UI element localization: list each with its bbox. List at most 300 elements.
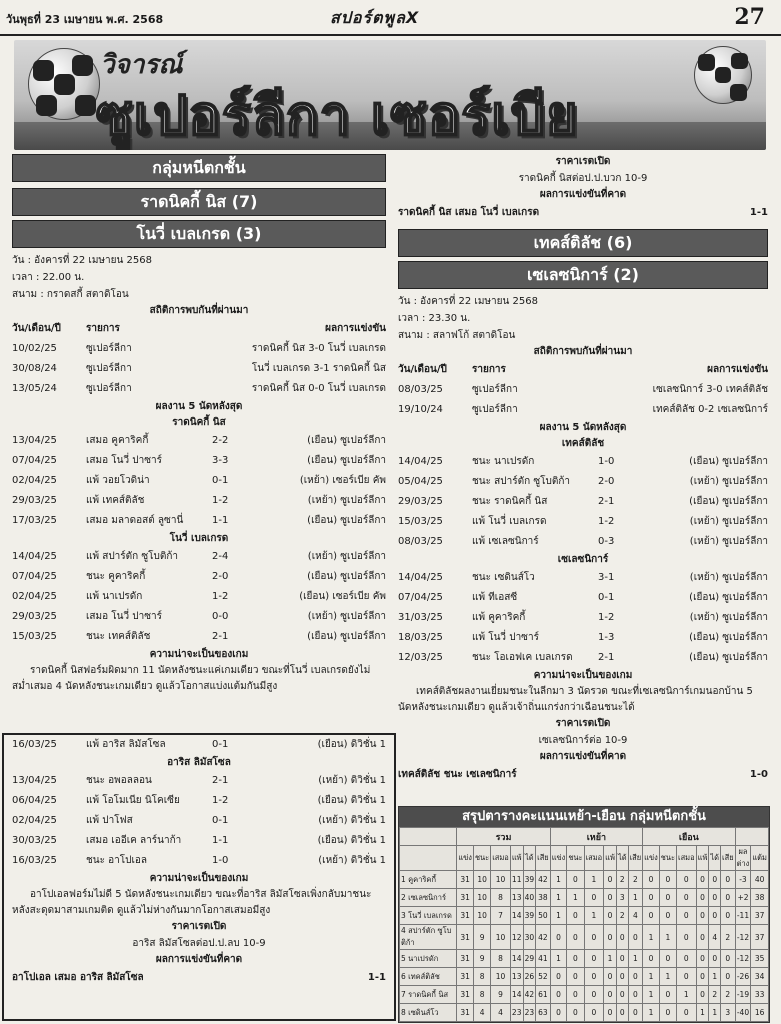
form-score: 0-3 [598,536,615,547]
prediction-title: ผลการแข่งขันที่คาด [155,954,243,965]
form-score: 1-0 [212,855,229,866]
form-score: 2-0 [212,571,229,582]
standings-cell: -12 [735,950,751,968]
form-opponent: ชนะ อาโปเอล [86,855,148,866]
banner-prefix: วิจารณ์ [100,50,183,80]
form-score: 1-2 [212,495,229,506]
form-row [398,532,768,552]
page-header [0,0,781,36]
chance-title: ความน่าจะเป็นของเกม [149,873,249,884]
standings-cell: +2 [735,889,751,907]
form-opponent: ชนะ เซดินส์โว [472,572,535,583]
form-venue: (เหย้า) ซูเปอร์ลีกา [689,516,768,527]
form-row [12,587,386,607]
standings-cell: 0 [584,925,604,950]
form-title: ผลงาน 5 นัดหลังสุด [539,422,627,433]
form-score: 3-3 [212,455,229,466]
apoel-aris-box [2,733,396,1021]
form-date: 16/03/25 [12,739,57,750]
standings-cell: 3 [616,889,628,907]
standings-cell: 0 [604,968,617,986]
form-row [398,512,768,532]
standings-cell: 14 [510,907,523,925]
standings-cell: 9 [473,925,490,950]
form-venue: (เยือน) ซูเปอร์ลีกา [689,632,768,643]
standings-col-header: ผลต่าง [735,846,751,871]
chance-title: ความน่าจะเป็นของเกม [149,649,249,660]
form-score: 1-1 [212,835,229,846]
standings-cell: 38 [751,889,769,907]
group-heading: กลุ่มหนีตกชั้น [12,154,386,182]
form-date: 13/04/25 [12,435,57,446]
page-number: 27 [734,4,765,30]
form-score: 1-1 [212,515,229,526]
form-venue: (เหย้า) ซูเปอร์ลีกา [689,476,768,487]
odds-title: ราคาเรตเปิด [555,156,611,167]
h2h-date: 10/02/25 [12,343,57,354]
form-venue: (เยือน) ซูเปอร์ลีกา [307,435,386,446]
standings-cell: -40 [735,1004,751,1022]
standings-cell: 1 [643,968,660,986]
standings-cell: 39 [523,871,536,889]
standings-col-header: ชนะ [567,846,584,871]
standings-cell: 1 [628,950,643,968]
standings-table [399,827,769,1022]
standings-cell: 10 [473,871,490,889]
team-home-heading: ราดนิคกี้ นิส (7) [12,188,386,216]
standings-cell: 0 [659,871,676,889]
standings-row [400,889,769,907]
standings-cell: 13 [510,968,523,986]
standings-cell: 2 [721,986,736,1004]
form-venue: (เหย้า) เซอร์เบีย คัพ [299,475,386,486]
team-away-heading: โนวี่ เบลเกรด (3) [12,220,386,248]
form-score: 1-2 [212,591,229,602]
standings-group-home: เหย้า [550,828,642,846]
standings-cell: 2 [616,871,628,889]
form-opponent: เสมอ มลาดอสต์ ลูซานี่ [86,515,184,526]
form-venue: (เยือน) ซูเปอร์ลีกา [689,652,768,663]
standings-cell: 1 [604,950,617,968]
standings-cell: 40 [751,871,769,889]
standings-cell: 0 [567,871,584,889]
form-venue: (เยือน) ซูเปอร์ลีกา [689,496,768,507]
standings-corner [735,828,768,846]
standings-cell: 0 [677,871,697,889]
form-date: 07/04/25 [398,592,443,603]
standings-cell: 31 [457,986,474,1004]
form-date: 15/03/25 [398,516,443,527]
standings-cell: 10 [473,907,490,925]
form-title: ผลงาน 5 นัดหลังสุด [155,401,243,412]
form-date: 29/03/25 [398,496,443,507]
team-away-heading: เซเลซนิการ์ (2) [398,261,768,289]
standings-group-away: เยือน [643,828,735,846]
standings-cell: 26 [523,968,536,986]
standings-cell: 1 [709,1004,721,1022]
standings-cell: 3 [721,1004,736,1022]
form-opponent: ชนะ เทคส์ติลัช [86,631,151,642]
standings-cell: 33 [751,986,769,1004]
standings-cell: 61 [536,986,551,1004]
standings-col-team [400,846,457,871]
form-venue: (เหย้า) ซูเปอร์ลีกา [689,612,768,623]
form-date: 08/03/25 [398,536,443,547]
standings-panel [398,806,770,1023]
standings-cell: 0 [567,1004,584,1022]
form-date: 29/03/25 [12,611,57,622]
prediction-row [398,203,768,223]
standings-cell: 42 [536,925,551,950]
form-score: 2-4 [212,551,229,562]
right-column [398,154,768,785]
standings-cell: 0 [709,871,721,889]
standings-cell: 0 [616,950,628,968]
odds-text: เซเลซนิการ์ต่อ 10-9 [538,735,628,746]
standings-cell: 1 [550,889,567,907]
standings-cell: 0 [567,968,584,986]
form-row [12,831,386,851]
form-row [398,492,768,512]
prediction-text: อาโปเอล เสมอ อาริส ลิมัสโซล [12,972,144,983]
standings-cell: 10 [491,968,511,986]
match-time: เวลา : 23.30 น. [398,313,471,324]
standings-cell: 0 [567,907,584,925]
standings-cell: 23 [510,1004,523,1022]
form-score: 1-3 [598,632,615,643]
form-opponent: เสมอ คูคาริคกี้ [86,435,149,446]
standings-cell: 31 [457,907,474,925]
standings-cell: 0 [604,907,617,925]
form-opponent: แพ้ ทีเอสซี [472,592,518,603]
form-date: 15/03/25 [12,631,57,642]
form-date: 18/03/25 [398,632,443,643]
standings-cell: 0 [659,889,676,907]
h2h-row [12,379,386,399]
team-home-heading: เทคส์ติลัช (6) [398,229,768,257]
standings-cell: 0 [584,1004,604,1022]
h2h-date: 19/10/24 [398,404,443,415]
standings-column-row [400,846,769,871]
form-row [12,627,386,647]
h2h-date: 13/05/24 [12,383,57,394]
form-opponent: ชนะ สปาร์ตัก ซูโบติก้า [472,476,571,487]
match-venue: สนาม : สลาฟโก้ สตาดิโอน [398,330,516,341]
form-score: 1-2 [598,516,615,527]
form-venue: (เยือน) ซูเปอร์ลีกา [689,592,768,603]
form-row [12,431,386,451]
standings-cell: 0 [659,950,676,968]
standings-cell: 0 [677,907,697,925]
h2h-row [12,339,386,359]
form-date: 02/04/25 [12,475,57,486]
standings-cell: 0 [659,1004,676,1022]
standings-cell: 1 [677,986,697,1004]
standings-cell: 10 [491,871,511,889]
form-opponent: เสมอ เออีเค ลาร์นาก้า [86,835,182,846]
standings-cell: 63 [536,1004,551,1022]
standings-col-header: ชนะ [659,846,676,871]
standings-cell: 13 [510,889,523,907]
standings-cell: 1 [584,907,604,925]
form-opponent: แพ้ โนวี่ เบลเกรด [472,516,547,527]
standings-cell: -19 [735,986,751,1004]
form-date: 30/03/25 [12,835,57,846]
standings-row [400,950,769,968]
h2h-result: เซเลซนิการ์ 3-0 เทคส์ติลัช [652,384,768,395]
standings-cell: 1 [709,968,721,986]
form-row [12,471,386,491]
standings-cell: 0 [616,968,628,986]
form-row [12,791,386,811]
standings-cell: 0 [604,986,617,1004]
form-score: 0-1 [212,815,229,826]
h2h-title: สถิติการพบกันที่ผ่านมา [533,346,633,357]
form-score: 1-2 [212,795,229,806]
standings-team-name: 1 คูคาริคกี้ [400,871,457,889]
brand-logo: สปอร์ตพูลX [330,8,420,27]
standings-cell: 0 [696,925,709,950]
standings-cell: 0 [643,889,660,907]
h2h-col-event: รายการ [472,364,506,375]
form-row [12,811,386,831]
form-date: 16/03/25 [12,855,57,866]
standings-cell: 31 [457,871,474,889]
form-date: 14/04/25 [398,572,443,583]
h2h-date: 30/08/24 [12,363,57,374]
form-opponent: แพ้ สปาร์ตัก ซูโบติก้า [86,551,179,562]
form-venue: (เยือน) ซูเปอร์ลีกา [307,631,386,642]
h2h-result: โนวี่ เบลเกรด 3-1 ราดนิคกี้ นิส [251,363,386,374]
standings-cell: 4 [709,925,721,950]
form-date: 05/04/25 [398,476,443,487]
standings-cell: 42 [523,986,536,1004]
standings-row [400,925,769,950]
form-row [398,608,768,628]
soccer-ball-icon [28,48,100,120]
match-venue: สนาม : กราดสกี้ สตาดิโอน [12,289,129,300]
standings-cell: 4 [491,1004,511,1022]
standings-cell: 0 [696,950,709,968]
prediction-row [398,765,768,785]
prediction-text: เทคส์ติลัช ชนะ เซเลซนิการ์ [398,769,517,780]
standings-cell: 31 [457,1004,474,1022]
title-banner [14,40,766,150]
form-date: 12/03/25 [398,652,443,663]
form-row [398,628,768,648]
issue-date: วันพุธที่ 23 เมษายน พ.ศ. 2568 [6,13,164,26]
chance-text: เทคส์ติลัชผลงานเยี่ยมชนะในลีกมา 3 นัดรวด ขณะที่เซเลซนิการ์เกมนอกบ้าน 5 นัดหลังชนะเกมเดียว ดูแล้วเจ้าถิ่นแกร่งกว่าเฉือนชนะได้ [398,686,753,713]
standings-col-header: แพ้ [510,846,523,871]
odds-title: ราคาเรตเปิด [555,718,611,729]
standings-cell: 0 [677,1004,697,1022]
form-row [12,567,386,587]
form-venue: (เยือน) ซูเปอร์ลีกา [689,456,768,467]
h2h-result: ราดนิคกี้ นิส 3-0 โนวี่ เบลเกรด [251,343,386,354]
standings-corner [400,828,457,846]
chance-text: อาโปเอลฟอร์มไม่ดี 5 นัดหลังชนะเกมเดียว ขณะที่อาริส ลิมัสโซลเพิ่งกลับมาชนะหลังสะดุดมาสามเกมติด ดูแล้วไม่ห่างกันมากโอกาสเสมอมีสูง [12,889,372,916]
form-opponent: แพ้ คูคาริคกี้ [472,612,526,623]
standings-cell: 0 [696,871,709,889]
form-venue: (เยือน) ซูเปอร์ลีกา [307,455,386,466]
standings-cell: 0 [643,950,660,968]
form-venue: (เหย้า) ซูเปอร์ลีกา [307,551,386,562]
standings-cell: 31 [457,950,474,968]
form-row [12,735,386,755]
prediction-title: ผลการแข่งขันที่คาด [539,751,627,762]
form-row [398,452,768,472]
standings-cell: 31 [457,925,474,950]
form-venue: (เหย้า) ซูเปอร์ลีกา [307,495,386,506]
form-opponent: แพ้ โนวี่ ปาซาร์ [472,632,539,643]
form-opponent: แพ้ อาริส ลิมัสโซล [86,739,166,750]
standings-col-header: แพ้ [696,846,709,871]
form-opponent: ชนะ โอเอฟเค เบลเกรด [472,652,573,663]
standings-cell: 0 [721,968,736,986]
standings-cell: 0 [584,889,604,907]
standings-cell: 0 [677,925,697,950]
standings-cell: 0 [721,950,736,968]
standings-row [400,986,769,1004]
form-opponent: เสมอ โนวี่ ปาซาร์ [86,455,163,466]
prediction-score: 1-0 [749,769,768,780]
standings-cell: 1 [643,925,660,950]
standings-cell: 50 [536,907,551,925]
standings-row [400,871,769,889]
h2h-col-date: วัน/เดือน/ปี [398,364,447,375]
standings-cell: 0 [550,986,567,1004]
standings-cell: 39 [523,907,536,925]
form-venue: (เหย้า) ดิวิชั่น 1 [318,855,386,866]
chance-text: ราดนิคกี้ นิสฟอร์มผิดมาก 11 นัดหลังชนะแค่เกมเดียว ขณะที่โนวี่ เบลเกรดยังไม่สม่ำเสมอ 4 นัดหลังชนะเกมเดียว ดูแล้วโอกาสแบ่งแต้มกันมีสูง [12,665,371,692]
form-date: 07/04/25 [12,455,57,466]
standings-cell: 0 [628,925,643,950]
left-column [12,154,386,695]
h2h-event: ซูเปอร์ลีกา [86,383,132,394]
standings-cell: 31 [457,889,474,907]
standings-group-row [400,828,769,846]
standings-cell: 0 [550,968,567,986]
standings-cell: 1 [584,871,604,889]
form-score: 2-1 [598,652,615,663]
standings-cell: 31 [457,968,474,986]
standings-col-header: แข่ง [550,846,567,871]
standings-col-header: เสมอ [584,846,604,871]
standings-team-name: 5 นาเปรดัก [400,950,457,968]
form-score: 2-1 [598,496,615,507]
standings-col-header: ได้ [616,846,628,871]
standings-col-header: ชนะ [473,846,490,871]
form-venue: (เยือน) ดิวิชั่น 1 [317,739,386,750]
standings-cell: 0 [709,889,721,907]
standings-cell: 16 [751,1004,769,1022]
standings-cell: 0 [659,986,676,1004]
form-opponent: ชนะ คูคาริคกี้ [86,571,146,582]
form-venue: (เยือน) ดิวิชั่น 1 [317,795,386,806]
standings-cell: 4 [628,907,643,925]
form-score: 1-0 [598,456,615,467]
standings-row [400,1004,769,1022]
form-score: 2-2 [212,435,229,446]
standings-cell: 30 [523,925,536,950]
standings-cell: 34 [751,968,769,986]
standings-cell: 37 [751,925,769,950]
standings-row [400,968,769,986]
form-date: 29/03/25 [12,495,57,506]
odds-text: อาริส ลิมัสโซลต่อป.ป.ลบ 10-9 [132,938,266,949]
form-score: 0-1 [212,475,229,486]
h2h-date: 08/03/25 [398,384,443,395]
standings-cell: 0 [721,907,736,925]
prediction-score: 1-1 [367,972,386,983]
prediction-score: 1-1 [749,207,768,218]
standings-cell: 0 [584,986,604,1004]
form-row [398,588,768,608]
standings-cell: 14 [510,950,523,968]
form-score: 2-1 [212,775,229,786]
form-opponent: เสมอ โนวี่ ปาซาร์ [86,611,163,622]
standings-cell: 0 [616,986,628,1004]
odds-text: ราดนิคกี้ นิสต่อป.ป.บวก 10-9 [518,173,648,184]
standings-cell: 10 [491,925,511,950]
standings-col-header: แข่ง [457,846,474,871]
match-time: เวลา : 22.00 น. [12,272,85,283]
standings-cell: 11 [510,871,523,889]
standings-cell: 0 [659,907,676,925]
form-venue: (เหย้า) ดิวิชั่น 1 [318,815,386,826]
standings-cell: 0 [709,907,721,925]
standings-cell: 1 [643,986,660,1004]
h2h-event: ซูเปอร์ลีกา [472,384,518,395]
standings-cell: 1 [550,950,567,968]
standings-cell: 0 [696,907,709,925]
form-date: 31/03/25 [398,612,443,623]
form-row [398,568,768,588]
h2h-col-result: ผลการแข่งขัน [325,323,386,334]
standings-cell: 12 [510,925,523,950]
form-opponent: แพ้ นาเปรดัก [86,591,143,602]
form-score: 0-0 [212,611,229,622]
standings-cell: 0 [616,925,628,950]
standings-cell: -12 [735,925,751,950]
standings-col-header: แข่ง [643,846,660,871]
form-opponent: แพ้ เทคส์ติลัช [86,495,145,506]
banner-title: ซูเปอร์ลีกา เซอร์เบีย [96,84,579,147]
h2h-result: เทคส์ติลัช 0-2 เซเลซนิการ์ [652,404,768,415]
standings-cell: 0 [721,889,736,907]
h2h-title: สถิติการพบกันที่ผ่านมา [149,305,249,316]
standings-cell: 4 [473,1004,490,1022]
standings-cell: 40 [523,889,536,907]
form-row [12,607,386,627]
standings-cell: 0 [677,950,697,968]
match-date: วัน : อังคารที่ 22 เมษายน 2568 [398,296,538,307]
h2h-event: ซูเปอร์ลีกา [86,363,132,374]
form-score: 2-0 [598,476,615,487]
form-team-a: เทคส์ติลัช [561,438,605,449]
standings-cell: 10 [473,889,490,907]
form-row [12,451,386,471]
standings-cell: 8 [473,968,490,986]
form-date: 14/04/25 [398,456,443,467]
standings-team-name: 8 เซดินส์โว [400,1004,457,1022]
form-venue: (เยือน) ซูเปอร์ลีกา [307,515,386,526]
standings-team-name: 3 โนวี่ เบลเกรด [400,907,457,925]
standings-cell: 0 [643,871,660,889]
standings-cell: 0 [696,986,709,1004]
standings-title: สรุปตารางคะแนนเหย้า-เยือน กลุ่มหนีตกชั้น [399,807,769,827]
h2h-result: ราดนิคกี้ นิส 0-0 โนวี่ เบลเกรด [251,383,386,394]
